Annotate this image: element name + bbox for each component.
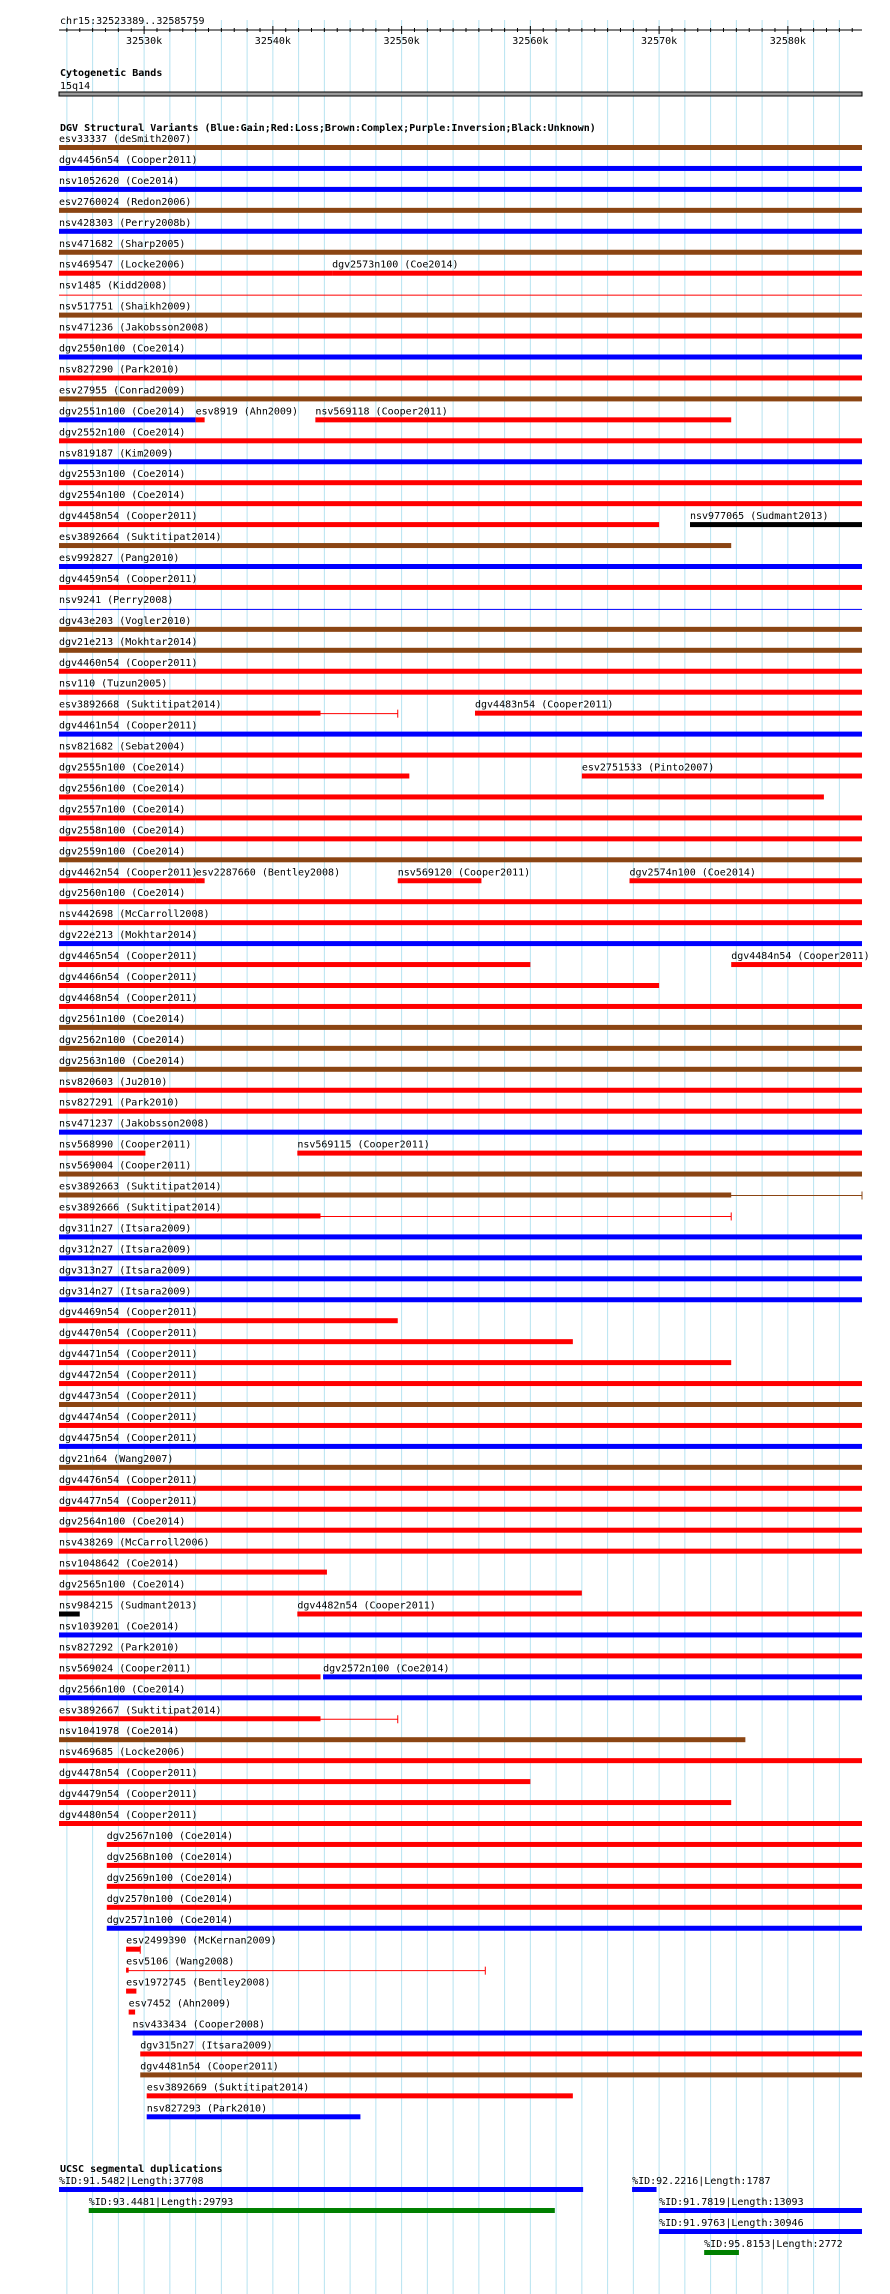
variant-label: nsv1039201 (Coe2014) <box>59 1621 180 1633</box>
variant-label: dgv4466n54 (Cooper2011) <box>59 972 198 983</box>
variant-bar <box>147 2114 361 2119</box>
variant-label: dgv2571n100 (Coe2014) <box>106 1914 234 1926</box>
variant-label: esv3892666 (Suktitipat2014) <box>59 1202 222 1214</box>
variant-bar <box>59 1821 862 1826</box>
variant-bar <box>59 983 659 988</box>
variant-label: nsv827292 (Park2010) <box>59 1642 180 1654</box>
variant-label: dgv4477n54 (Cooper2011) <box>59 1495 198 1507</box>
variant-bar <box>582 774 862 779</box>
variant-label: dgv2554n100 (Coe2014) <box>59 490 186 502</box>
variant-bar <box>59 1360 731 1365</box>
variant-bar <box>59 941 862 946</box>
variant-label: nsv469685 (Locke2006) <box>59 1747 186 1759</box>
variant-label: esv3892667 (Suktitipat2014) <box>59 1705 222 1717</box>
variant-bar <box>59 1172 862 1177</box>
variant-label: dgv2565n100 (Coe2014) <box>59 1579 186 1591</box>
segdup-label: %ID:91.7819|Length:13093 <box>659 2197 804 2208</box>
variant-label: dgv43e203 (Vogler2010) <box>59 615 192 627</box>
variant-bar <box>59 1255 862 1260</box>
variant-bar <box>140 2051 862 2056</box>
variant-label: esv2760024 (Redon2006) <box>59 196 192 208</box>
variant-label: dgv2569n100 (Coe2014) <box>106 1872 234 1884</box>
variant-label: dgv4468n54 (Cooper2011) <box>59 992 198 1004</box>
variant-label: dgv2557n100 (Coe2014) <box>59 804 186 816</box>
variant-bar <box>59 1297 862 1302</box>
variant-label: nsv469547 (Locke2006) <box>59 259 186 271</box>
variant-label: dgv4476n54 (Cooper2011) <box>59 1474 198 1486</box>
variant-label: dgv4484n54 (Cooper2011) <box>731 951 870 963</box>
variant-bar <box>59 1423 862 1428</box>
variant-label: dgv4481n54 (Cooper2011) <box>140 2061 279 2073</box>
variant-label: nsv471237 (Jakobsson2008) <box>59 1118 210 1130</box>
variant-bar <box>126 1989 136 1994</box>
variant-label: dgv315n27 (Itsara2009) <box>140 2040 273 2052</box>
variant-label: dgv4456n54 (Cooper2011) <box>59 154 198 166</box>
variant-label: esv3892668 (Suktitipat2014) <box>59 699 222 711</box>
ruler-tick-label: 32580k <box>769 36 806 47</box>
variant-label: dgv4475n54 (Cooper2011) <box>59 1432 198 1444</box>
variant-bar <box>59 1653 862 1658</box>
variant-label: nsv977065 (Sudmant2013) <box>690 511 829 523</box>
variant-bar <box>398 878 482 883</box>
variant-bar <box>59 920 862 925</box>
variant-bar <box>59 836 862 841</box>
variant-bar <box>126 1968 129 1973</box>
variant-label: dgv2558n100 (Coe2014) <box>59 825 186 837</box>
variant-label: dgv312n27 (Itsara2009) <box>59 1244 192 1256</box>
variant-bar <box>107 1884 862 1889</box>
variant-bar <box>59 334 862 339</box>
variant-label: dgv2560n100 (Coe2014) <box>59 888 186 900</box>
variant-bar <box>59 1486 862 1491</box>
variant-bar <box>59 1109 862 1114</box>
variant-label: dgv2551n100 (Coe2014) <box>59 406 186 418</box>
variant-bar <box>59 1507 862 1512</box>
variant-label: esv2751533 (Pinto2007) <box>581 762 715 774</box>
variant-label: nsv471682 (Sharp2005) <box>59 238 186 250</box>
ruler-tick-label: 32530k <box>126 36 163 47</box>
variant-bar <box>731 962 862 967</box>
variant-label: dgv2570n100 (Coe2014) <box>106 1893 234 1905</box>
variant-bar <box>59 648 862 653</box>
segdup-bar <box>59 2187 583 2192</box>
ruler-tick-label: 32540k <box>254 36 291 47</box>
variant-bar <box>59 1130 862 1135</box>
ruler-tick-label: 32560k <box>512 36 549 47</box>
segdup-bar <box>704 2250 739 2255</box>
variant-bar <box>59 1779 530 1784</box>
variant-label: nsv1048642 (Coe2014) <box>59 1558 180 1570</box>
variant-label: dgv2555n100 (Coe2014) <box>59 762 186 774</box>
variant-label: dgv2556n100 (Coe2014) <box>59 783 186 795</box>
variant-bar <box>59 1612 80 1617</box>
variant-label: esv33337 (deSmith2007) <box>59 134 192 145</box>
segdup-bar <box>659 2208 862 2213</box>
variant-label: nsv438269 (McCarroll2006) <box>59 1537 210 1549</box>
cytoband-bar <box>59 92 862 96</box>
variant-bar <box>59 501 862 506</box>
variant-bar <box>196 417 205 422</box>
variant-bar <box>59 1570 327 1575</box>
variant-bar <box>107 1926 862 1931</box>
variant-bar <box>59 396 862 401</box>
variant-label: dgv314n27 (Itsara2009) <box>59 1286 192 1298</box>
variant-label: dgv2573n100 (Coe2014) <box>332 259 459 271</box>
variant-label: nsv442698 (McCarroll2008) <box>59 909 210 921</box>
variant-bar <box>59 1716 320 1721</box>
segdup-label: %ID:95.8153|Length:2772 <box>704 2239 843 2250</box>
variant-bar <box>59 711 320 716</box>
variant-label: esv27955 (Conrad2009) <box>59 385 186 397</box>
variant-label: esv7452 (Ahn2009) <box>128 1998 232 2010</box>
variant-bar <box>297 1612 862 1617</box>
cytoband-label: 15q14 <box>60 81 91 92</box>
variant-bar <box>690 522 862 527</box>
variant-bar <box>59 208 862 213</box>
variant-bar <box>59 609 862 610</box>
variant-label: nsv984215 (Sudmant2013) <box>59 1600 198 1612</box>
variant-bar <box>315 417 731 422</box>
variant-bar <box>59 438 862 443</box>
variant-bar <box>59 1276 862 1281</box>
variant-label: dgv4465n54 (Cooper2011) <box>59 951 198 963</box>
variant-label: esv3892664 (Suktitipat2014) <box>59 532 222 544</box>
variant-bar <box>59 355 862 360</box>
location-label: chr15:32523389..32585759 <box>60 16 205 27</box>
variant-bar <box>59 145 862 150</box>
variant-label: dgv311n27 (Itsara2009) <box>59 1223 192 1235</box>
variant-label: nsv1052620 (Coe2014) <box>59 175 180 187</box>
variant-bar <box>59 1318 398 1323</box>
variant-bar <box>59 878 196 883</box>
variant-label: nsv517751 (Shaikh2009) <box>59 301 192 313</box>
variant-label: nsv569115 (Cooper2011) <box>297 1139 430 1151</box>
variant-label: nsv827293 (Park2010) <box>146 2103 268 2115</box>
variant-label: nsv827290 (Park2010) <box>59 364 180 376</box>
variant-label: dgv4478n54 (Cooper2011) <box>59 1768 198 1780</box>
variant-bar <box>59 774 409 779</box>
variant-bar <box>475 711 862 716</box>
variant-bar <box>59 627 862 632</box>
variant-bar <box>297 1151 862 1156</box>
variant-label: esv2287660 (Bentley2008) <box>195 867 341 879</box>
variant-label: nsv428303 (Perry2008b) <box>59 217 192 229</box>
variant-bar <box>59 585 862 590</box>
variant-label: dgv2564n100 (Coe2014) <box>59 1516 186 1528</box>
variant-bar <box>129 2010 135 2015</box>
variant-bar <box>59 1695 862 1700</box>
variant-bar <box>126 1947 140 1952</box>
segdup-label: %ID:91.5482|Length:37708 <box>59 2176 204 2187</box>
dgv-track-title: DGV Structural Variants (Blue:Gain;Red:Loss;Brown:Complex;Purple:Inversion;Black:Unknown) <box>60 123 596 134</box>
variant-bar <box>59 1381 862 1386</box>
variant-bar <box>59 1046 862 1051</box>
segdup-bar <box>632 2187 656 2192</box>
variant-bar <box>59 187 862 192</box>
variant-label: nsv568990 (Cooper2011) <box>59 1139 192 1151</box>
cytoband-track-title: Cytogenetic Bands <box>60 68 163 79</box>
variant-bar <box>629 878 862 883</box>
variant-bar <box>59 815 862 820</box>
variant-label: nsv1041978 (Coe2014) <box>59 1726 180 1738</box>
variant-label: dgv4480n54 (Cooper2011) <box>59 1810 198 1821</box>
variant-bar <box>59 1591 582 1596</box>
variant-bar <box>59 250 862 255</box>
segdup-track-title: UCSC segmental duplications <box>60 2164 223 2175</box>
variant-bar <box>59 1213 320 1218</box>
variant-bar <box>59 229 862 234</box>
variant-bar <box>59 753 862 758</box>
variant-label: dgv4462n54 (Cooper2011) <box>59 867 198 879</box>
variant-label: dgv2568n100 (Coe2014) <box>106 1851 234 1863</box>
variant-bar <box>59 417 196 422</box>
variant-label: esv992827 (Pang2010) <box>59 553 180 564</box>
variant-label: nsv110 (Tuzun2005) <box>59 678 168 690</box>
variant-label: dgv2561n100 (Coe2014) <box>59 1013 186 1025</box>
variant-bar <box>59 1339 573 1344</box>
segdup-label: %ID:91.9763|Length:30946 <box>659 2218 804 2229</box>
variant-label: dgv2572n100 (Coe2014) <box>323 1663 450 1675</box>
variant-bar <box>59 1632 862 1637</box>
variant-label: esv3892669 (Suktitipat2014) <box>146 2082 310 2094</box>
variant-bar <box>59 313 862 318</box>
variant-bar <box>59 271 332 276</box>
variant-bar <box>59 166 862 171</box>
ruler-tick-label: 32550k <box>383 36 420 47</box>
ruler-tick-label: 32570k <box>641 36 678 47</box>
variant-label: dgv22e213 (Mokhtar2014) <box>59 930 198 942</box>
variant-label: dgv21n64 (Wang2007) <box>59 1453 174 1465</box>
variant-label: dgv4471n54 (Cooper2011) <box>59 1349 198 1361</box>
segdup-label: %ID:92.2216|Length:1787 <box>632 2176 771 2187</box>
variant-bar <box>59 1088 862 1093</box>
variant-label: nsv569024 (Cooper2011) <box>59 1663 192 1675</box>
variant-bar <box>59 1402 862 1407</box>
variant-bar <box>323 1674 862 1679</box>
variant-label: dgv4459n54 (Cooper2011) <box>59 573 198 585</box>
variant-bar <box>59 1737 745 1742</box>
variant-bar <box>59 669 862 674</box>
variant-bar <box>59 564 862 569</box>
variant-bar <box>59 543 731 548</box>
variant-label: dgv2552n100 (Coe2014) <box>59 427 186 439</box>
variant-label: dgv2563n100 (Coe2014) <box>59 1055 186 1067</box>
variant-label: dgv4458n54 (Cooper2011) <box>59 511 198 523</box>
variant-label: nsv1485 (Kidd2008) <box>59 280 168 292</box>
variant-bar <box>59 899 862 904</box>
variant-label: nsv569004 (Cooper2011) <box>59 1160 192 1172</box>
variant-bar <box>59 1549 862 1554</box>
variant-label: dgv2553n100 (Coe2014) <box>59 469 186 481</box>
variant-label: esv8919 (Ahn2009) <box>195 406 298 418</box>
variant-label: nsv569118 (Cooper2011) <box>315 406 448 418</box>
variant-bar <box>59 480 862 485</box>
segdup-bar <box>89 2208 555 2213</box>
variant-bar <box>59 1067 862 1072</box>
variant-label: dgv4483n54 (Cooper2011) <box>474 699 614 711</box>
variant-bar <box>59 794 824 799</box>
variant-label: dgv4473n54 (Cooper2011) <box>59 1391 198 1402</box>
variant-label: dgv313n27 (Itsara2009) <box>59 1265 192 1277</box>
variant-bar <box>59 1193 731 1198</box>
variant-bar <box>59 1025 862 1030</box>
variant-bar <box>59 962 530 967</box>
variant-bar <box>133 2031 862 2036</box>
variant-label: dgv4482n54 (Cooper2011) <box>297 1600 436 1612</box>
variant-bar <box>59 1444 862 1449</box>
variant-bar <box>59 375 862 380</box>
variant-bar <box>59 1528 862 1533</box>
variant-label: dgv21e213 (Mokhtar2014) <box>59 636 198 648</box>
variant-bar <box>59 459 862 464</box>
variant-bar <box>107 1905 862 1910</box>
variant-bar <box>59 1465 862 1470</box>
variant-label: esv1972745 (Bentley2008) <box>126 1977 271 1989</box>
variant-label: dgv4474n54 (Cooper2011) <box>59 1411 198 1423</box>
variant-bar <box>140 2072 862 2077</box>
variant-label: esv2499390 (McKernan2009) <box>126 1935 277 1947</box>
variant-label: nsv433434 (Cooper2008) <box>132 2019 265 2031</box>
variant-label: dgv4460n54 (Cooper2011) <box>59 657 198 669</box>
variant-bar <box>59 690 862 695</box>
variant-label: dgv4472n54 (Cooper2011) <box>59 1370 198 1382</box>
variant-label: dgv2550n100 (Coe2014) <box>59 343 186 355</box>
variant-bar <box>107 1842 862 1847</box>
variant-label: nsv569120 (Cooper2011) <box>397 867 531 879</box>
variant-bar <box>59 857 862 862</box>
variant-bar <box>59 1234 862 1239</box>
variant-label: nsv471236 (Jakobsson2008) <box>59 322 210 334</box>
variant-label: nsv820603 (Ju2010) <box>59 1076 168 1088</box>
variant-label: nsv821682 (Sebat2004) <box>59 741 186 753</box>
variant-bar <box>59 1674 320 1679</box>
variant-label: dgv2566n100 (Coe2014) <box>59 1684 186 1696</box>
variant-bar <box>59 1758 862 1763</box>
variant-label: dgv4461n54 (Cooper2011) <box>59 720 198 732</box>
variant-label: dgv2562n100 (Coe2014) <box>59 1034 186 1046</box>
variant-bar <box>59 732 862 737</box>
variant-bar <box>59 1151 145 1156</box>
variant-bar <box>107 1863 862 1868</box>
variant-bar <box>59 295 862 296</box>
segdup-bar <box>659 2229 862 2234</box>
variant-label: nsv9241 (Perry2008) <box>59 594 174 606</box>
variant-label: dgv4479n54 (Cooper2011) <box>59 1789 198 1801</box>
variant-bar <box>196 878 205 883</box>
variant-label: esv5106 (Wang2008) <box>126 1956 235 1968</box>
variant-bar <box>59 1004 862 1009</box>
variant-label: dgv2567n100 (Coe2014) <box>106 1830 234 1842</box>
variant-bar <box>332 271 862 276</box>
variant-bar <box>59 522 659 527</box>
variant-label: nsv819187 (Kim2009) <box>59 448 174 460</box>
variant-bar <box>59 1800 731 1805</box>
variant-bar <box>147 2093 573 2098</box>
variant-label: dgv2559n100 (Coe2014) <box>59 846 186 858</box>
variant-label: dgv4469n54 (Cooper2011) <box>59 1307 198 1319</box>
segdup-label: %ID:93.4481|Length:29793 <box>88 2197 234 2208</box>
variant-label: dgv4470n54 (Cooper2011) <box>59 1328 198 1340</box>
variant-label: nsv827291 (Park2010) <box>59 1097 180 1109</box>
variant-label: esv3892663 (Suktitipat2014) <box>59 1181 222 1193</box>
variant-label: dgv2574n100 (Coe2014) <box>629 867 756 879</box>
